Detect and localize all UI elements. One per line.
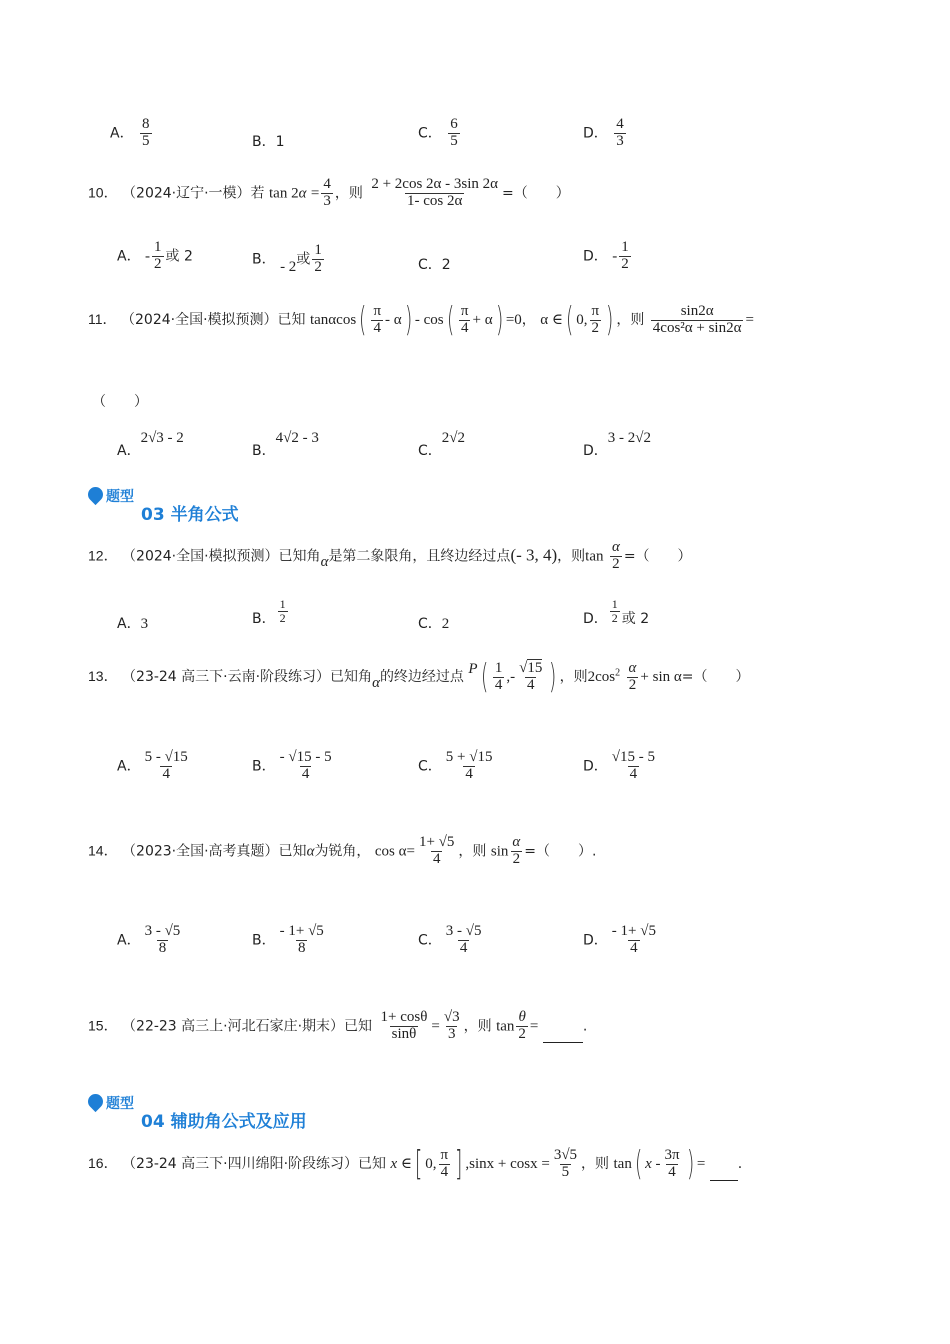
option-label: A． [110,125,134,142]
answer-blank[interactable] [710,1180,738,1181]
q14-option-a: A． $\frac{3 - √5}{8}$ [117,923,181,956]
question-number: 15． [88,1017,118,1034]
q12-option-c: C．2 [418,616,450,632]
question-number: 14． [88,842,118,859]
question-11: 11． （2024·全国·模拟预测）已知 tanαcos( $\frac{\pi}{4}$ - α) - cos( $\frac{\pi}{4}$ + α) =0， α ∈( 0, $\frac{\pi}{2}$ ) ，则 $\frac{\sin 2\alpha}{\text{4cos²α + sin2α}}$ = [88,300,754,340]
q12-option-a: A．3 [117,616,149,632]
fraction: $\frac{1+ \cos\theta}{\sin\theta}$ [380,1009,428,1042]
fraction: $\frac{\alpha}{2}$ [628,659,637,693]
q13-option-d: D． $\frac{√15 - 5}{4}$ [583,749,656,782]
question-source: （22-23 高三上·河北石家庄·期末）已知 [122,1018,373,1035]
fraction: $\frac{4}{3}$ [616,116,624,149]
question-source: （23-24 高三下·云南·阶段练习）已知角 [122,669,373,685]
q9-option-d [583,117,628,150]
section-04-label: 题型 [106,1096,134,1112]
fraction: $\frac{\pi}{4}$ [440,1146,449,1180]
fraction: $\frac{√15}{4}$ [519,659,543,693]
q9-option-c [418,117,462,150]
fraction: $\frac{- 1+ √5}{4}$ [611,923,656,956]
question-number: 11． [88,311,117,327]
q11-option-b: B．4√2 - 3 [252,430,319,459]
fraction: $\frac{3√5}{5}$ [553,1146,578,1180]
fraction: $\frac{\theta}{2}$ [518,1009,526,1042]
fraction: $\frac{- √15 - 5}{4}$ [279,749,332,782]
q11-option-c: C．2√2 [418,430,466,459]
fraction: $\frac{1}{2}$ [279,597,286,625]
fraction: $\frac{3 - √5}{4}$ [445,923,482,956]
fraction: $\frac{1}{4}$ [494,659,503,693]
q14-option-b: B． $\frac{- 1+ √5}{8}$ [252,923,324,956]
fraction: $\frac{\pi}{4}$ [460,302,469,336]
section-03-label: 题型 [106,489,134,505]
question-10: 10． （2024·辽宁·一模）若 tan 2α = $\frac{4}{3}$ ，则 $\frac{2 + 2\cos 2\alpha - 3\sin 2\alpha}{1- \cos 2\alpha}$ =（ ） [88,176,570,209]
q10-option-c: C．2 [418,257,451,273]
question-13: 13． （23-24 高三下·云南·阶段练习）已知角α的终边经过点 P( $\frac{1}{4}$ ,- $\frac{√15}{4}$ ) ，则$2\cos^2$ $\frac{\alpha}{2}$ + sin α=（ ） [88,657,750,697]
q11-answer-paren: （ ） [92,394,148,410]
fraction: $\frac{5 + √15}{4}$ [445,749,493,782]
q14-option-c: C． $\frac{3 - √5}{4}$ [418,923,482,956]
fraction: $\frac{3 - √5}{8}$ [144,923,181,956]
question-source: （23-24 高三下·四川绵阳·阶段练习）已知 [122,1156,387,1172]
fraction: $\frac{1}{2}$ [611,597,618,625]
section-marker-icon [85,484,106,505]
fraction: $\frac{3\pi}{4}$ [664,1146,680,1180]
question-number: 10． [88,184,118,201]
expression-fraction: $\frac{2 + 2\cos 2\alpha - 3\sin 2\alpha}{1- \cos 2\alpha}$ [371,176,499,209]
q10-option-d: D． - $\frac{1}{2}$ [583,239,629,272]
fraction: $\frac{1+ √5}{4}$ [418,834,455,867]
fraction: $\frac{1}{2}$ [314,242,322,275]
fraction: $\frac{1}{2}$ [621,239,629,272]
q9-option-b [252,131,285,151]
fraction: $\frac{8}{5}$ [142,116,150,149]
q12-option-d: D． $\frac{1}{2}$ 或 2 [583,597,650,628]
answer-blank[interactable] [543,1042,583,1043]
q13-option-b: B． $\frac{- √15 - 5}{4}$ [252,749,332,782]
option-label: C． [418,125,442,142]
fraction: $\frac{\pi}{4}$ [373,302,382,336]
q11-option-a: A．2√3 - 2 [117,430,184,459]
fraction: $\frac{\pi}{2}$ [591,302,600,336]
expression-fraction: $\frac{\sin 2\alpha}{\text{4cos²α + sin2α}}$ [652,302,742,336]
question-number: 16． [88,1155,118,1171]
question-15: 15． （22-23 高三上·河北石家庄·期末）已知 $\frac{1+ \cos\theta}{\sin\theta}$ = $\frac{√3}{3}$ ，则 tan $\frac{\theta}{2}$ = . [88,1009,588,1042]
option-value: 1 [275,134,285,150]
question-14: 14． （2023·全国·高考真题）已知α为锐角， cos α= $\frac{1+ √5}{4}$ ，则 sin $\frac{\alpha}{2}$ =（ ）. [88,834,597,867]
fraction: $\frac{4}{3}$ [323,176,331,209]
fraction: $\frac{1}{2}$ [154,239,162,272]
fraction: $\frac{√15 - 5}{4}$ [611,749,656,782]
q10-option-b: B． - 2或 $\frac{1}{2}$ [252,242,322,276]
fraction: $\frac{√3}{3}$ [443,1009,460,1042]
section-03-title: 03 半角公式 [141,505,239,525]
option-label: B． [252,134,276,150]
question-12: 12． （2024·全国·模拟预测）已知角α是第二象限角，且终边经过点(- 3, 4)，则tan $\frac{\alpha}{2}$ =（ ） [88,539,692,572]
fraction: $\frac{\alpha}{2}$ [512,834,521,867]
question-source: （2024·全国·模拟预测）已知 [121,312,306,328]
q12-option-b: B． $\frac{1}{2}$ [252,597,286,628]
question-number: 13． [88,668,118,684]
section-marker-icon [85,1091,106,1112]
question-number: 12． [88,547,118,564]
question-source: （2024·辽宁·一模）若 [122,185,265,202]
question-16: 16． （23-24 高三下·四川绵阳·阶段练习）已知 x ∈[ 0, $\frac{\pi}{4}$ ] ,sinx + cosx = $\frac{3√5}{5}$ ，则 tan( x - $\frac{3\pi}{4}$ ) = . [88,1144,743,1184]
q10-option-a: A． - $\frac{1}{2}$ 或 2 [117,239,193,272]
q9-option-a [110,117,154,150]
q11-option-d: D．3 - 2√2 [583,430,652,459]
option-label: D． [583,125,608,142]
fraction: $\frac{6}{5}$ [450,116,458,149]
section-04-title: 04 辅助角公式及应用 [141,1112,307,1132]
question-source: （2024·全国·模拟预测）已知角 [122,548,321,565]
q14-option-d: D． $\frac{- 1+ √5}{4}$ [583,923,656,956]
question-source: （2023·全国·高考真题）已知 [122,843,307,860]
fraction: $\frac{- 1+ √5}{8}$ [279,923,324,956]
q13-option-a: A． $\frac{5 - √15}{4}$ [117,749,188,782]
fraction: $\frac{\alpha}{2}$ [611,539,620,572]
fraction: $\frac{5 - √15}{4}$ [144,749,188,782]
q13-option-c: C． $\frac{5 + √15}{4}$ [418,749,493,782]
